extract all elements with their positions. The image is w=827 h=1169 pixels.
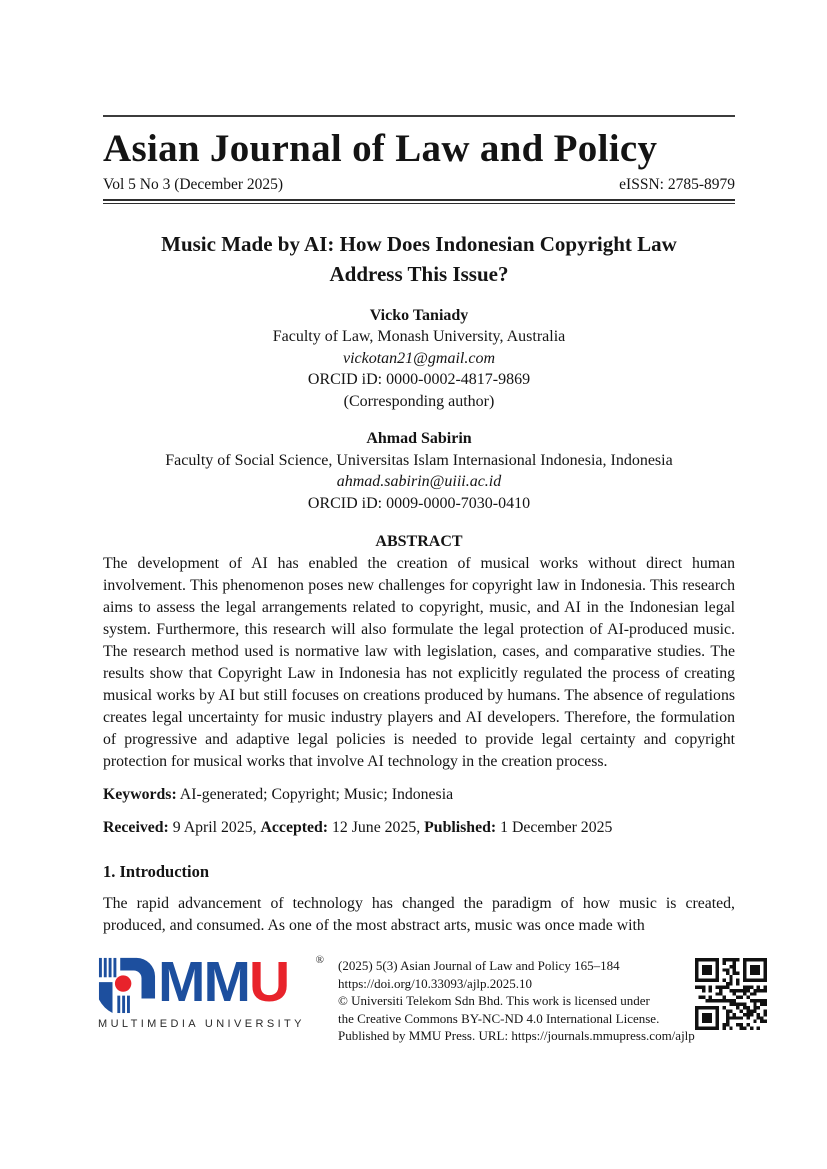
author-email-link[interactable]: ahmad.sabirin@uiii.ac.id bbox=[336, 473, 502, 491]
abstract-section bbox=[103, 531, 735, 773]
corresponding-author-note: (Corresponding author) bbox=[343, 392, 495, 410]
eissn: eISSN: 2785-8979 bbox=[619, 175, 735, 193]
publisher-text: Published by MMU Press. URL: bbox=[338, 1028, 512, 1044]
mmu-logo bbox=[98, 950, 324, 1030]
citation-line: (2025) 5(3) Asian Journal of Law and Policy 165–184 bbox=[338, 958, 620, 973]
published-date: 1 December 2025 bbox=[496, 819, 613, 837]
article-title-line2: Address This Issue? bbox=[329, 262, 509, 287]
publisher-line bbox=[338, 1027, 695, 1045]
author-affiliation: Faculty of Social Science, Universitas Islam Internasional Indonesia, Indonesia bbox=[165, 451, 673, 469]
author-orcid: ORCID iD: 0009-0000-7030-0410 bbox=[307, 494, 531, 512]
author-block-2 bbox=[103, 428, 735, 514]
author-affiliation: Faculty of Law, Monash University, Australia bbox=[272, 328, 566, 346]
received-label: Received: bbox=[103, 819, 169, 837]
author-name: Ahmad Sabirin bbox=[366, 430, 472, 448]
received-date: 9 April 2025, bbox=[168, 819, 261, 837]
article-dates-line bbox=[103, 817, 735, 839]
page-footer bbox=[98, 950, 747, 1045]
mmu-logo-letters bbox=[158, 950, 289, 1014]
article-title bbox=[103, 229, 735, 290]
section-heading-introduction: 1. Introduction bbox=[103, 862, 210, 882]
volume-issue-info: Vol 5 No 3 (December 2025) bbox=[103, 175, 284, 193]
mmu-letters-mm: MM bbox=[158, 950, 249, 1014]
abstract-heading: ABSTRACT bbox=[375, 533, 463, 551]
published-label: Published: bbox=[424, 819, 497, 837]
citation-block bbox=[338, 956, 695, 1045]
keywords-value: AI-generated; Copyright; Music; Indonesia bbox=[176, 786, 454, 804]
masthead-info-row bbox=[103, 176, 735, 194]
doi-link[interactable]: https://doi.org/10.33093/ajlp.2025.10 bbox=[338, 975, 533, 991]
introduction-paragraph: The rapid advancement of technology has changed the paradigm of how music is created, produced, and consumed. As one of the most abstract arts, music was once made with bbox=[103, 895, 735, 935]
keywords-label: Keywords: bbox=[103, 786, 177, 804]
license-line-2: the Creative Commons BY-NC-ND 4.0 International License. bbox=[338, 1010, 660, 1026]
journal-url-link[interactable]: https://journals.mmupress.com/ajlp bbox=[511, 1028, 695, 1044]
journal-masthead bbox=[103, 115, 735, 204]
accepted-label: Accepted: bbox=[260, 819, 329, 837]
author-block-1 bbox=[103, 305, 735, 413]
abstract-text: The development of AI has enabled the creation of musical works without direct human involvement. This phenomenon poses new challenges for copyright law in Indonesia. This research aims to assess the legal arrangements related to copyright, music, and AI in the Indonesian legal system. Furthermore, this research will also formulate the legal protection of AI-produced music. The research method used is normative law with legislation, cases, and comparative studies. The results show that Copyright Law in Indonesia has not explicitly regulated the process of creating musical works by AI but still focuses on creations produced by humans. The absence of regulations creates legal uncertainty for music industry players and AI developers. Therefore, the formulation of progressive and adaptive legal policies is needed to provide legal certainty and copyright protection for musical works that involve AI technology in the creation process. bbox=[103, 555, 735, 771]
accepted-date: 12 June 2025, bbox=[328, 819, 425, 837]
mmu-logo-row bbox=[98, 950, 312, 1014]
license-line-1: © Universiti Telekom Sdn Bhd. This work is licensed under bbox=[338, 993, 650, 1009]
author-orcid: ORCID iD: 0000-0002-4817-9869 bbox=[307, 371, 531, 389]
author-name: Vicko Taniady bbox=[369, 306, 469, 324]
mmu-letters-u: U bbox=[248, 950, 289, 1014]
article-title-line1: Music Made by AI: How Does Indonesian Copyright Law bbox=[161, 231, 677, 256]
keywords-line bbox=[103, 784, 735, 806]
author-email-link[interactable]: vickotan21@gmail.com bbox=[342, 349, 495, 367]
mmu-logo-icon bbox=[98, 956, 156, 1014]
registered-trademark-symbol: ® bbox=[315, 954, 324, 966]
journal-title: Asian Journal of Law and Policy bbox=[103, 127, 658, 170]
university-tagline: MULTIMEDIA UNIVERSITY bbox=[98, 1018, 305, 1030]
masthead-bottom-rule bbox=[103, 199, 735, 204]
masthead-top-rule bbox=[103, 115, 735, 117]
qr-code-icon bbox=[695, 956, 767, 1030]
